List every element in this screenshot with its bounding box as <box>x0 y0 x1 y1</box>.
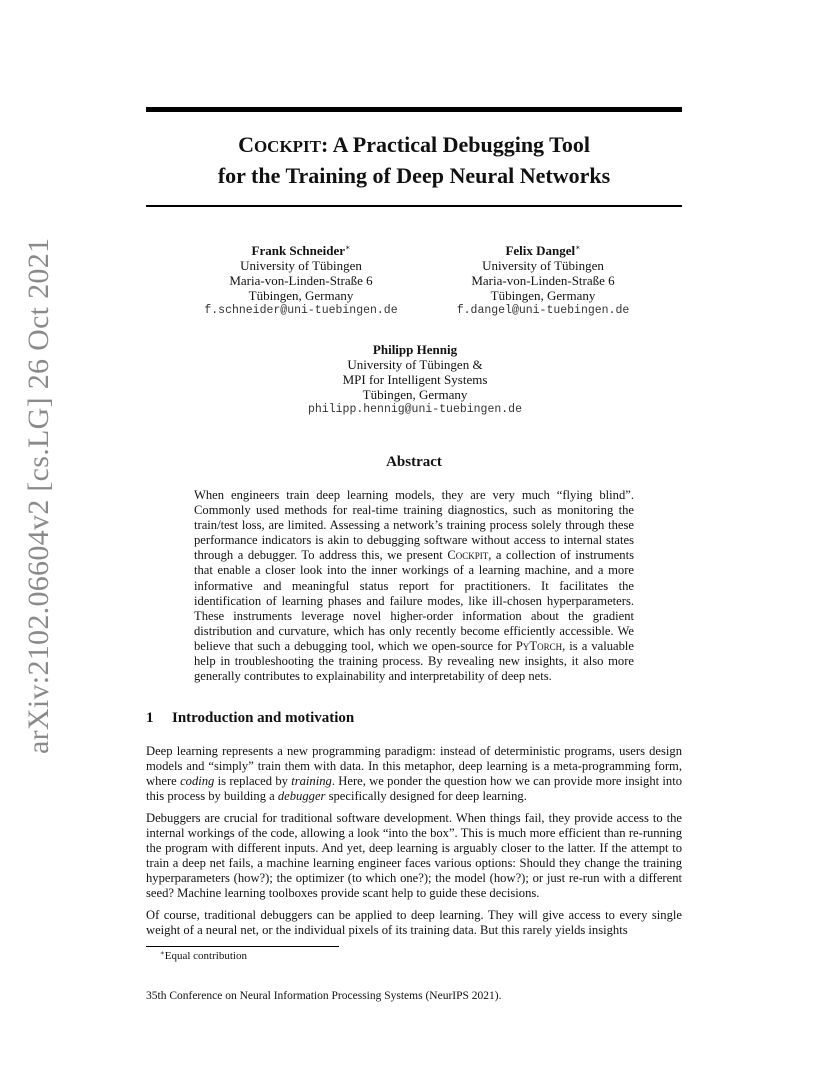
author-city: Tübingen, Germany <box>490 288 596 303</box>
emphasis: coding <box>180 774 215 789</box>
arxiv-identifier: arXiv:2102.06604v2 [cs.LG] 26 Oct 2021 <box>22 237 55 754</box>
equal-contribution-mark: ∗ <box>345 243 351 252</box>
cockpit-name: Cockpit <box>447 548 489 563</box>
title-tool-initial: C <box>238 132 254 157</box>
author-name: Felix Dangel <box>505 243 576 258</box>
title-top-rule <box>146 107 682 112</box>
author-block <box>290 342 540 417</box>
abstract-text <box>194 488 634 684</box>
abstract-segment: When engineers train deep learning models, they are very much “flying blind”. Commonly used methods for real-time training diagnostics, such as monitoring the train/test loss, are limited. Assessing a network’s training process solely through these performance indicators is akin to debugging software without access to internal states through a debugger. To address this, we present <box>194 488 634 563</box>
author-affiliation: University of Tübingen <box>240 258 362 273</box>
paragraph-segment: specifically designed for deep learning. <box>325 789 527 804</box>
equal-contribution-mark: ∗ <box>575 243 581 252</box>
author-block <box>186 243 416 318</box>
title-tool-rest: OCKPIT <box>253 137 322 156</box>
author-city: Tübingen, Germany <box>248 288 354 303</box>
conference-note: 35th Conference on Neural Information Processing Systems (NeurIPS 2021). <box>146 990 502 1002</box>
author-block <box>428 243 658 318</box>
author-affiliation-2: MPI for Intelligent Systems <box>342 372 488 387</box>
title-line1: : A Practical Debugging Tool <box>321 132 590 157</box>
author-address: Maria-von-Linden-Straße 6 <box>229 273 373 288</box>
emphasis: training <box>291 774 332 789</box>
section-title: Introduction and motivation <box>172 710 355 726</box>
abstract-segment: , a collection of instruments that enable a closer look into the inner workings of a learning machine, and a more informative and meaningful status report for practitioners. It facilitates the identification of learning phases and failure modes, like ill-chosen hyperparameters. These instruments leverage novel higher-order information about the gradient distribution and curvature, which has only recently become efficiently accessible. We believe that such a debugging tool, which we open-source for <box>194 548 635 653</box>
emphasis: debugger <box>277 789 326 804</box>
body-paragraph: Of course, traditional debuggers can be applied to deep learning. They will give access to every single weight of a neural net, or the individual pixels of its training data. But this rarely yields insights <box>146 908 682 938</box>
author-affiliation: University of Tübingen & <box>347 357 483 372</box>
author-affiliation: University of Tübingen <box>482 258 604 273</box>
footnote-rule <box>146 946 339 947</box>
section-heading <box>146 710 354 727</box>
section-number: 1 <box>146 710 154 726</box>
paper-title <box>146 130 682 190</box>
body-paragraph <box>146 744 682 804</box>
title-bottom-rule <box>146 205 682 207</box>
body-paragraph: Debuggers are crucial for traditional software development. When things fail, they provide access to the internal workings of the code, allowing a look “into the box”. This is much more efficient than re-running the program with different inputs. And yet, deep learning is arguably closer to the latter. If the attempt to train a deep net fails, a machine learning engineer faces various options: Should they change the training hyperparameters (how?); the optimizer (to which one?); the model (how?); or just re-run with a different seed? Machine learning toolboxes provide scant help to guide these decisions. <box>146 811 682 901</box>
author-email: f.dangel@uni-tuebingen.de <box>456 304 630 317</box>
abstract-heading: Abstract <box>386 454 442 470</box>
author-name: Frank Schneider <box>251 243 346 258</box>
title-line2: for the Training of Deep Neural Networks <box>217 163 611 188</box>
pytorch-name: PyTorch <box>515 638 563 653</box>
author-email: philipp.hennig@uni-tuebingen.de <box>308 403 522 416</box>
author-name: Philipp Hennig <box>372 342 458 357</box>
author-address: Maria-von-Linden-Straße 6 <box>471 273 615 288</box>
footnote-text: Equal contribution <box>164 950 247 962</box>
paragraph-segment: is replaced by <box>214 774 292 789</box>
author-email: f.schneider@uni-tuebingen.de <box>204 304 398 317</box>
abstract-segment: , is a valuable help in troubleshooting the training process. By revealing new insights, it also more generally contributes to explainability and interpretability of deep nets. <box>194 638 634 684</box>
paragraph-segment: Deep learning represents a new programming paradigm: instead of deterministic programs, users design models and “simply” train them with data. In this metaphor, deep learning is a meta-programming form, where <box>146 744 682 789</box>
footnote <box>160 950 247 962</box>
footnote-mark: ∗ <box>160 949 165 957</box>
author-city: Tübingen, Germany <box>362 387 468 402</box>
paragraph-segment: . Here, we ponder the question how we can provide more insight into this process by building a <box>146 774 683 804</box>
